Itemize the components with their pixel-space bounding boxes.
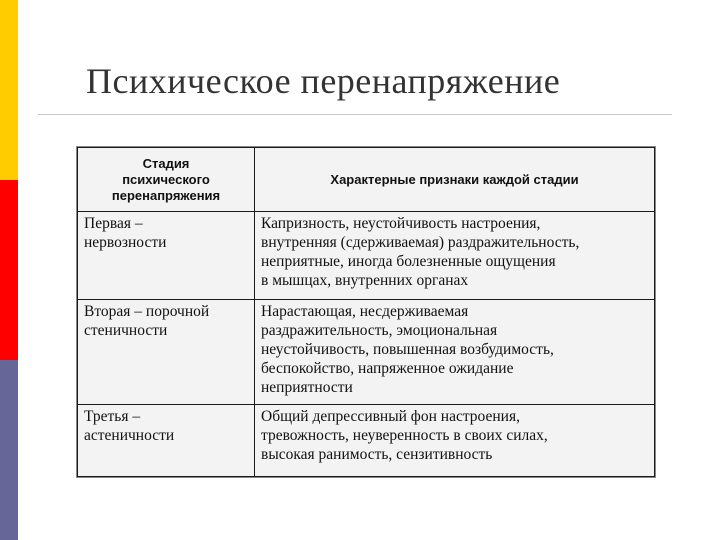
slide-title: Психическое перенапряжение bbox=[86, 61, 561, 101]
stages-table bbox=[77, 147, 655, 477]
cell-signs: Капризность, неустойчивость настроения, внутренняя (сдерживаемая) раздражительность, неприятные, иногда болезненные ощущения в мышцах, внутренних органах bbox=[255, 212, 655, 300]
title-divider bbox=[38, 114, 672, 115]
accent-bar-blue bbox=[0, 360, 18, 540]
header-stage-label: Стадия психического перенапряжения bbox=[111, 155, 221, 203]
table-row bbox=[78, 300, 655, 404]
table-header-row bbox=[78, 148, 655, 212]
table-row bbox=[78, 404, 655, 476]
cell-stage: Вторая – порочной стеничности bbox=[78, 300, 255, 404]
cell-signs: Нарастающая, несдерживаемая раздражительность, эмоциональная неустойчивость, повышенная возбудимость, беспокойство, напряженное ожидание неприятности bbox=[255, 300, 655, 404]
header-stage bbox=[78, 148, 255, 212]
cell-stage: Первая – нервозности bbox=[78, 212, 255, 300]
accent-bar-red bbox=[0, 180, 18, 360]
stages-table-container bbox=[76, 146, 656, 478]
header-signs bbox=[255, 148, 655, 212]
header-signs-label: Характерные признаки каждой стадии bbox=[330, 171, 579, 187]
cell-stage: Третья – астеничности bbox=[78, 404, 255, 476]
accent-bar-yellow bbox=[0, 0, 18, 180]
cell-signs: Общий депрессивный фон настроения, тревожность, неуверенность в своих силах, высокая ранимость, сензитивность bbox=[255, 404, 655, 476]
table-row bbox=[78, 212, 655, 300]
